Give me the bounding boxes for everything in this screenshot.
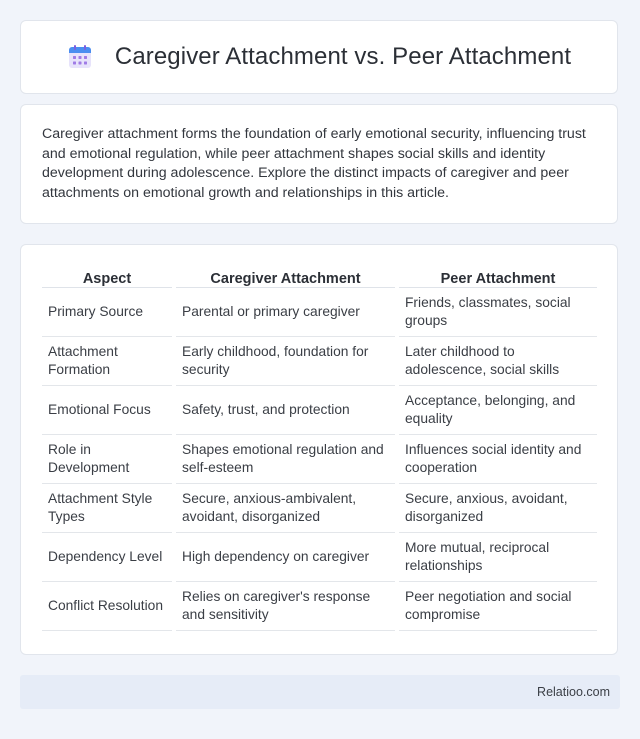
cell-aspect: Role in Development: [42, 435, 172, 484]
cell-caregiver: Safety, trust, and protection: [176, 386, 395, 435]
cell-aspect: Dependency Level: [42, 533, 172, 582]
comparison-table-card: [20, 244, 618, 655]
table-row: [42, 435, 597, 484]
header-card: [20, 20, 618, 94]
cell-caregiver: Shapes emotional regulation and self-esteem: [176, 435, 395, 484]
intro-card: [20, 104, 618, 224]
footer-bar: [20, 675, 620, 709]
cell-peer: Peer negotiation and social compromise: [399, 582, 597, 631]
cell-peer: Acceptance, belonging, and equality: [399, 386, 597, 435]
cell-aspect: Primary Source: [42, 288, 172, 337]
cell-caregiver: Parental or primary caregiver: [176, 288, 395, 337]
footer-brand[interactable]: Relatioo.com: [537, 685, 610, 699]
column-header-caregiver: Caregiver Attachment: [176, 267, 395, 288]
cell-caregiver: Relies on caregiver's response and sensitivity: [176, 582, 395, 631]
table-row: [42, 533, 597, 582]
cell-caregiver: High dependency on caregiver: [176, 533, 395, 582]
cell-peer: Influences social identity and cooperation: [399, 435, 597, 484]
calendar-icon: [67, 44, 93, 70]
cell-aspect: Emotional Focus: [42, 386, 172, 435]
cell-peer: Later childhood to adolescence, social skills: [399, 337, 597, 386]
column-header-aspect: Aspect: [42, 267, 172, 288]
table-row: [42, 337, 597, 386]
cell-aspect: Conflict Resolution: [42, 582, 172, 631]
cell-peer: More mutual, reciprocal relationships: [399, 533, 597, 582]
cell-peer: Friends, classmates, social groups: [399, 288, 597, 337]
comparison-table: [42, 267, 597, 631]
cell-aspect: Attachment Formation: [42, 337, 172, 386]
table-row: [42, 386, 597, 435]
table-row: [42, 484, 597, 533]
cell-caregiver: Secure, anxious-ambivalent, avoidant, disorganized: [176, 484, 395, 533]
table-row: [42, 288, 597, 337]
page-title: Caregiver Attachment vs. Peer Attachment: [114, 43, 572, 70]
cell-peer: Secure, anxious, avoidant, disorganized: [399, 484, 597, 533]
table-header-row: [42, 267, 597, 288]
table-row: [42, 582, 597, 631]
intro-paragraph: Caregiver attachment forms the foundation of early emotional security, influencing trust and emotional regulation, while peer attachment shapes social skills and identity development during adolescence. Explore the distinct impacts of caregiver and peer attachments on emotional growth and relationships in this article.: [42, 126, 586, 201]
cell-caregiver: Early childhood, foundation for security: [176, 337, 395, 386]
cell-aspect: Attachment Style Types: [42, 484, 172, 533]
column-header-peer: Peer Attachment: [399, 267, 597, 288]
